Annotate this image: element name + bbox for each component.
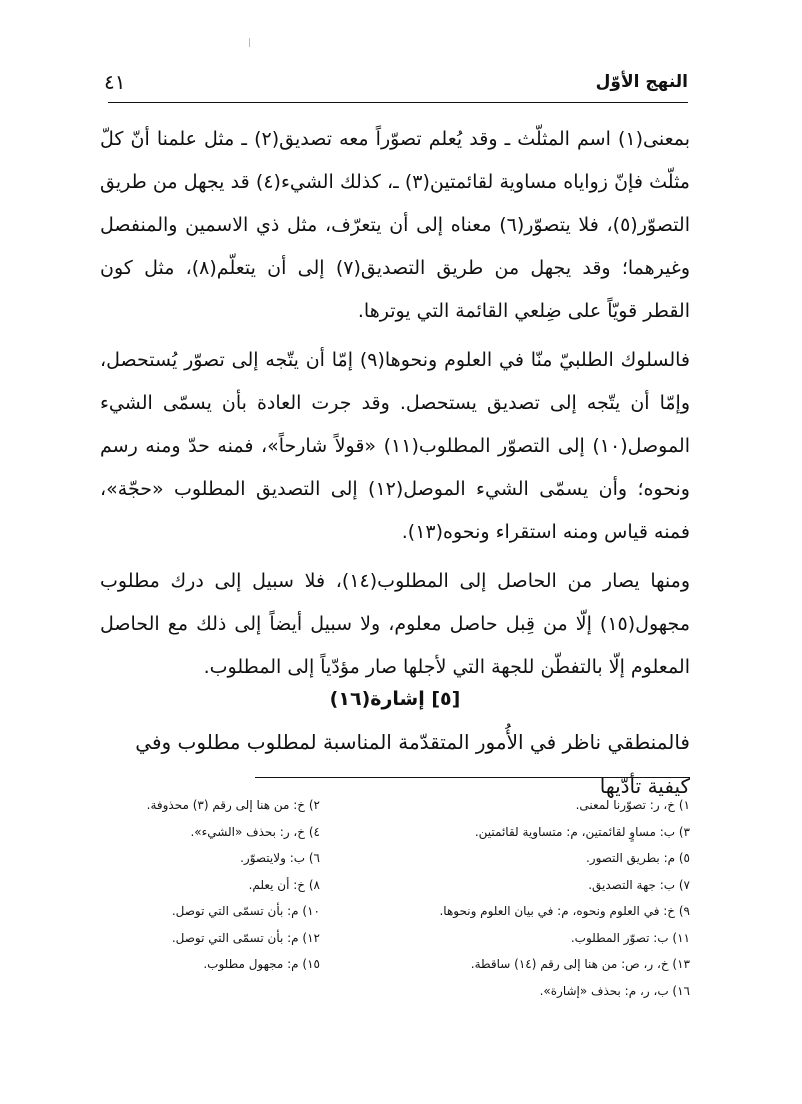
section-first-line: فالمنطقي ناظر في الأُمور المتقدّمة المناسبة لمطلوب مطلوب وفي كيفية تأدّيها — [135, 730, 690, 798]
footnote: ١١) ب: تصوّر المطلوب. — [570, 930, 690, 945]
footnote: ٣) ب: مساوٍ لقائمتين، م: متساوية لقائمتين. — [474, 824, 690, 839]
footnotes — [100, 792, 690, 1022]
paragraph-1: بمعنى(١) اسم المثلّث ـ وقد يُعلم تصوّراً معه تصديق(٢) ـ مثل علمنا أنّ كلّ مثلّث فإنّ زواياه مساوية لقائمتين(٣) ـ، كذلك الشيء(٤) قد يجهل من طريق التصوّر(٥)، فلا يتصوّر(٦) معناه إلى أن يتعرّف، مثل ذي الاسمين والمنفصل وغيرهما؛ وقد يجهل من طريق التصديق(٧) إلى أن يتعلّم(٨)، مثل كون القطر قويّاً على ضِلعي القائمة التي يوترها. — [100, 128, 691, 322]
footnote: ٨) خ: أن يعلم. — [248, 877, 320, 892]
footnote: ٩) خ: في العلوم ونحوه، م: في بيان العلوم ونحوها. — [439, 904, 690, 918]
footnote: ٥) م: بطريق التصور. — [585, 851, 690, 865]
header-rule — [108, 102, 688, 103]
footnote: ١) خ، ر: تصوّرنا لمعنى. — [575, 798, 690, 812]
footnote: ٦) ب: ولايتصوّر. — [240, 851, 320, 865]
scan-mark — [249, 38, 250, 47]
footnote: ١٠) م: بأن تسمّى التي توصل. — [171, 904, 320, 918]
paragraph-3: ومنها يصار من الحاصل إلى المطلوب(١٤)، فلا سبيل إلى درك مطلوب مجهول(١٥) إلّا من قِبل حاصل معلوم، ولا سبيل أيضاً إلى ذلك مع الحاصل المعلوم إلّا بالتفطّن للجهة التي لأجلها صار مؤدّياً إلى المطلوب. — [100, 570, 690, 678]
section-heading: [٥] إشارة(١٦) — [329, 688, 461, 710]
footnote: ١٦) ب، ر، م: بحذف «إشارة». — [539, 983, 690, 998]
footnote: ٤) خ، ر: بحذف «الشيء». — [190, 824, 320, 839]
page-number: ٤١ — [104, 70, 126, 94]
footnote: ١٥) م: مجهول مطلوب. — [203, 957, 320, 971]
footnote: ٧) ب: جهة التصديق. — [588, 877, 690, 892]
footnote-rule — [255, 777, 690, 778]
running-title: النهج الأوّل — [595, 72, 688, 92]
footnotes-right-column — [340, 792, 690, 1004]
footnote: ١٣) خ، ر، ص: من هنا إلى رقم (١٤) ساقطة. — [470, 957, 690, 971]
footnotes-left-column — [90, 792, 320, 978]
page-header — [104, 72, 688, 94]
paragraph-2: فالسلوك الطلبيّ منّا في العلوم ونحوها(٩) إمّا أن يتّجه إلى تصوّر يُستحصل، وإمّا أن يتّجه إلى تصديق يستحصل. وقد جرت العادة بأن يسمّى الشيء الموصل(١٠) إلى التصوّر المطلوب(١١) «قولاً شارحاً»، فمنه حدّ ومنه رسم ونحوه؛ وأن يسمّى الشيء الموصل(١٢) إلى التصديق المطلوب «حجّة»، فمنه قياس ومنه استقراء ونحوه(١٣). — [100, 349, 690, 543]
footnote: ١٢) م: بأن تسمّى التي توصل. — [171, 930, 320, 945]
footnote: ٢) خ: من هنا إلى رقم (٣) محذوفة. — [146, 798, 320, 812]
body-text — [100, 118, 690, 695]
